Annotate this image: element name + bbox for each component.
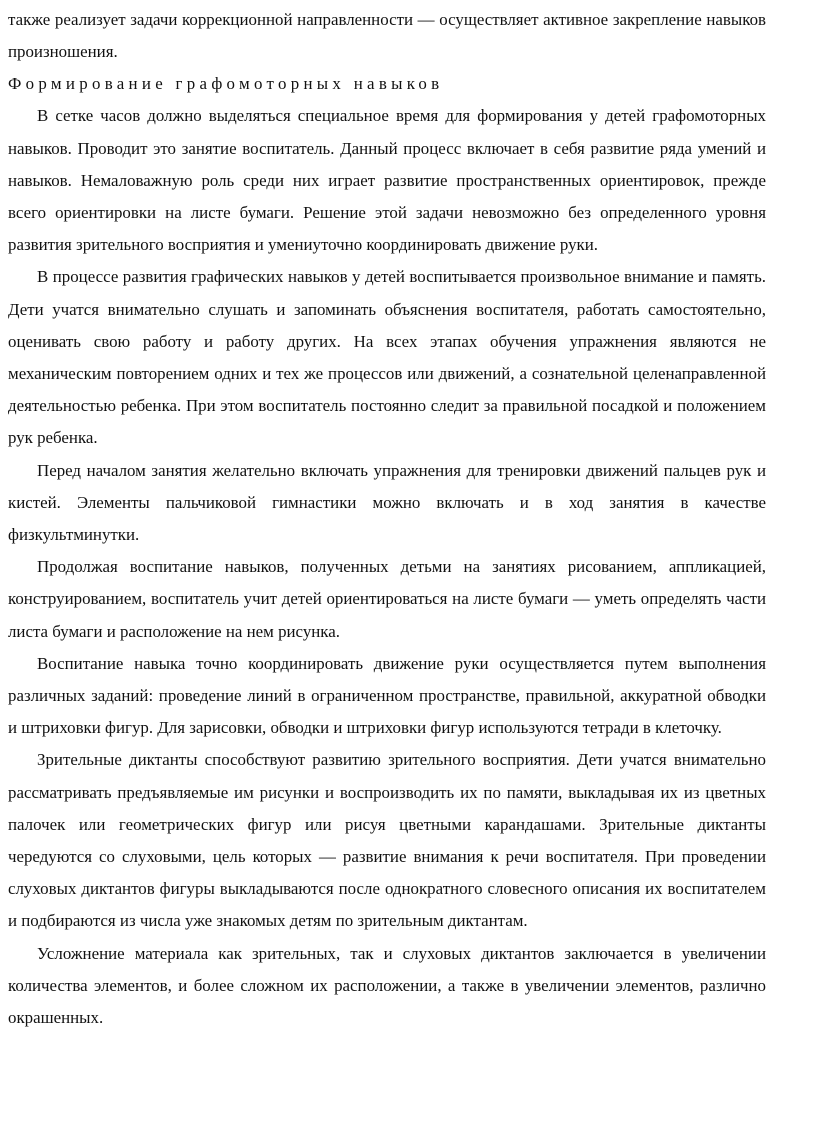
paragraph-1: В сетке часов должно выделяться специальное время для формирования у детей графомоторных навыков. Проводит это занятие воспитатель. Данный процесс включает в себя развитие ряда умений и навыков. Немаловажную роль среди них играет развитие пространственных ориентировок, прежде всего ориентировки на листе бумаги. Решение этой задачи невозможно без определенного уровня развития зрительного восприятия и умениуточно координировать движение руки.	[8, 106, 766, 255]
paragraph-3: Перед началом занятия желательно включать упражнения для тренировки движений пальцев рук и кистей. Элементы пальчиковой гимнастики можно включать и в ход занятия в качестве физкультминутки.	[8, 460, 766, 545]
paragraph-6: Зрительные диктанты способствуют развитию зрительного восприятия. Дети учатся внимательно рассматривать предъявляемые им рисунки и воспроизводить их по памяти, выкладывая их из цветных палочек или геометрических фигур или рисуя цветными карандашами. Зрительные диктанты чередуются со слуховыми, цель которых — развитие внимания к речи воспитателя. При проведении слуховых диктантов фигуры выкладываются после однократного словесного описания их воспитателем и подбираются из числа уже знакомых детям по зрительным диктантам.	[8, 750, 766, 931]
paragraph-5: Воспитание навыка точно координировать движение руки осуществляется путем выполнения различных заданий: проведение линий в ограниченном пространстве, правильной, аккуратной обводки и штриховки фигур. Для зарисовки, обводки и штриховки фигур используются тетради в клеточку.	[8, 653, 766, 738]
document-page	[8, 0, 766, 1034]
opening-paragraph: также реализует задачи коррекционной направленности — осуществляет активное закрепление навыков произношения.	[8, 10, 766, 62]
paragraph-2: В процессе развития графических навыков у детей воспитывается произвольное внимание и память. Дети учатся внимательно слушать и запоминать объяснения воспитателя, работать самостоятельно, оценивать свою работу и работу других. На всех этапах обучения упражнения являются не механическим повторением одних и тех же процессов или движений, а сознательной целенаправленной деятельностью ребенка. При этом воспитатель постоянно следит за правильной посадкой и положением рук ребенка.	[8, 267, 766, 448]
paragraph-7: Усложнение материала как зрительных, так и слуховых диктантов заключается в увеличении количества элементов, и более сложном их расположении, а также в увеличении элементов, различно окрашенных.	[8, 943, 766, 1028]
paragraph-4: Продолжая воспитание навыков, полученных детьми на занятиях рисованием, аппликацией, конструированием, воспитатель учит детей ориентироваться на листе бумаги — уметь определять части листа бумаги и расположение на нем рисунка.	[8, 557, 766, 641]
section-heading: Формирование графомоторных навыков	[8, 74, 444, 94]
